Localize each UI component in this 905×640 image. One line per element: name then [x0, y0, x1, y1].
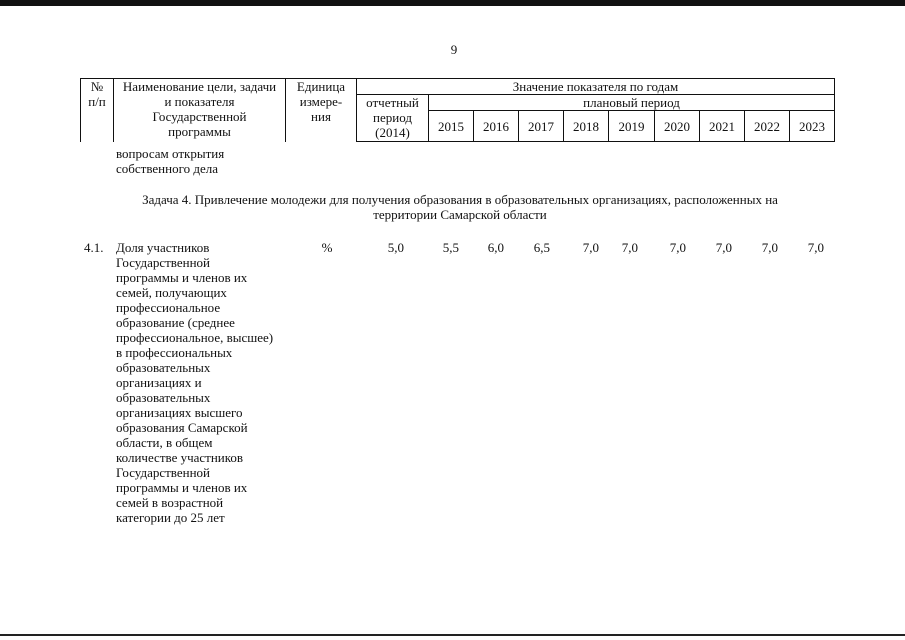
- header-year: 2016: [474, 111, 519, 142]
- row-value-2017: 6,5: [533, 240, 550, 255]
- row-value-2015: 5,5: [442, 240, 459, 255]
- row-value-2023: 7,0: [807, 240, 824, 255]
- row-value-2014: 5,0: [387, 240, 404, 255]
- top-border: [0, 0, 905, 6]
- header-number: № п/п: [81, 79, 114, 142]
- row-value-2021: 7,0: [715, 240, 732, 255]
- previous-row-continuation: вопросам открытия собственного дела: [116, 146, 225, 176]
- indicator-table-header: [80, 78, 835, 142]
- row-value-2022: 7,0: [761, 240, 778, 255]
- header-year: 2022: [745, 111, 790, 142]
- header-year: 2021: [700, 111, 745, 142]
- row-value-2020: 7,0: [669, 240, 686, 255]
- header-year: 2018: [564, 111, 609, 142]
- bottom-border: [0, 634, 905, 636]
- header-unit: Единица измере- ния: [286, 79, 357, 142]
- row-unit: %: [321, 240, 333, 255]
- header-year: 2023: [790, 111, 835, 142]
- row-value-2018: 7,0: [582, 240, 599, 255]
- task-heading: Задача 4. Привлечение молодежи для получения образования в образовательных организациях, расположенных на территории Самарской области: [142, 192, 778, 222]
- header-year: 2019: [609, 111, 655, 142]
- row-value-2016: 6,0: [487, 240, 504, 255]
- row-description: Доля участников Государственной программы и членов их семей, получающих профессиональное образование (среднее профессиональное, высшее) в профессиональных образовательных организациях и образовательных организациях высшего образования Самарской области, в общем количестве участников Государственной программы и членов их семей в возрастной категории до 25 лет: [116, 240, 274, 525]
- row-value-2019: 7,0: [621, 240, 638, 255]
- header-report-period: отчетный период (2014): [357, 95, 429, 142]
- row-number: 4.1.: [84, 240, 104, 255]
- header-planned-period: плановый период: [429, 95, 835, 111]
- header-values-title: Значение показателя по годам: [357, 79, 835, 95]
- header-year: 2020: [655, 111, 700, 142]
- header-indicator-name: Наименование цели, задачи и показателя Государственной программы: [114, 79, 286, 142]
- page-number: 9: [450, 42, 458, 57]
- header-year: 2015: [429, 111, 474, 142]
- header-year: 2017: [519, 111, 564, 142]
